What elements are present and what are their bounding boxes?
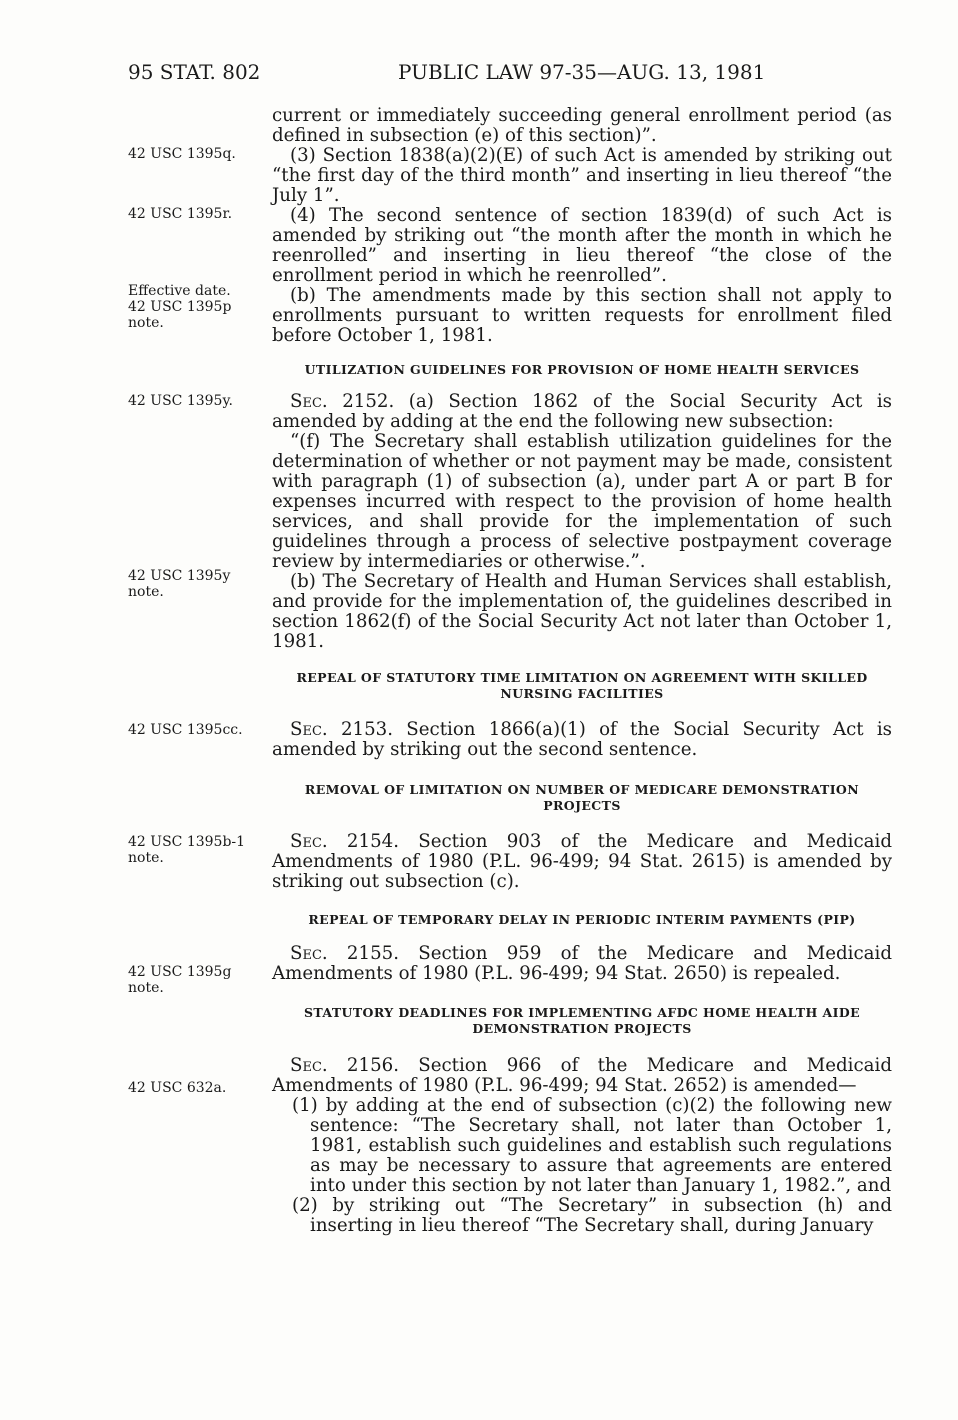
section-label: Sec. 2153. (290, 719, 394, 740)
heading-line: DEMONSTRATION PROJECTS (472, 1021, 692, 1036)
margin-note-line: note. (128, 584, 164, 600)
paragraph: (1) by adding at the end of subsection (c)(2) the following new sentence: “The Secretary shall, not later than October 1, 1981, establish such guidelines and establish such regulations as may be necessary to assure that agreements are entered into under this section by not later than January 1, 1982.”, and (292, 1095, 892, 1196)
heading-line: REMOVAL OF LIMITATION ON NUMBER OF MEDICARE DEMONSTRATION (304, 782, 860, 797)
body-block-2 (272, 392, 892, 652)
body-block-6 (272, 1056, 892, 1236)
paragraph: (b) The Secretary of Health and Human Services shall establish, and provide for the implementation of, the guidelines described in section 1862(f) of the Social Security Act not later than October 1, 1981. (272, 571, 892, 652)
margin-note-effective-date (128, 283, 258, 331)
section-heading (272, 670, 892, 702)
heading-line: REPEAL OF STATUTORY TIME LIMITATION ON AGREEMENT WITH SKILLED (296, 670, 868, 685)
margin-note-1395g (128, 964, 258, 996)
margin-note-line: note. (128, 315, 164, 331)
section-heading: UTILIZATION GUIDELINES FOR PROVISION OF HOME HEALTH SERVICES (304, 362, 860, 377)
margin-note-1395y-note (128, 568, 258, 600)
section-text: Section 903 of the Medicare and Medicaid Amendments of 1980 (P.L. 96-499; 94 Stat. 2615) is amended by striking out subsection (c). (272, 831, 892, 892)
body-block-1 (272, 106, 892, 346)
heading-line: PROJECTS (543, 798, 621, 813)
margin-note-line: 42 USC 1395b-1 (128, 834, 246, 850)
margin-note-line: note. (128, 850, 164, 866)
margin-note-1395cc: 42 USC 1395cc. (128, 722, 243, 738)
margin-note-line: 42 USC 1395g (128, 964, 232, 980)
body-block-5 (272, 944, 892, 984)
paragraph: current or immediately succeeding general enrollment period (as defined in subsection (e) of this section)”. (272, 105, 892, 146)
section-heading: REPEAL OF TEMPORARY DELAY IN PERIODIC INTERIM PAYMENTS (PIP) (308, 912, 856, 927)
paragraph (272, 392, 892, 432)
margin-note-1395y: 42 USC 1395y. (128, 393, 233, 409)
law-title: PUBLIC LAW 97-35—AUG. 13, 1981 (398, 60, 766, 84)
section-text: Section 966 of the Medicare and Medicaid Amendments of 1980 (P.L. 96-499; 94 Stat. 2652) is amended— (272, 1055, 892, 1096)
section-text: (a) Section 1862 of the Social Security Act is amended by adding at the end the following new subsection: (272, 391, 892, 432)
margin-note-line: 42 USC 1395p (128, 299, 232, 315)
margin-note-line: 42 USC 1395y (128, 568, 231, 584)
margin-note-line: Effective date. (128, 283, 231, 299)
margin-note-1395r: 42 USC 1395r. (128, 206, 233, 222)
section-text: Section 1866(a)(1) of the Social Security Act is amended by striking out the second sentence. (272, 719, 892, 760)
page-reference: 95 STAT. 802 (128, 60, 261, 84)
paragraph: (b) The amendments made by this section shall not apply to enrollments pursuant to written requests for enrollment filed before October 1, 1981. (272, 285, 892, 346)
paragraph (272, 832, 892, 892)
section-text: Section 959 of the Medicare and Medicaid Amendments of 1980 (P.L. 96-499; 94 Stat. 2650) is repealed. (272, 943, 892, 984)
body-block-3 (272, 720, 892, 760)
paragraph: (2) by striking out “The Secretary” in subsection (h) and inserting in lieu thereof “The Secretary shall, during January (292, 1195, 892, 1236)
section-label: Sec. 2156. (290, 1055, 399, 1076)
paragraph (272, 1056, 892, 1096)
section-label: Sec. 2155. (290, 943, 399, 964)
body-block-4 (272, 832, 892, 892)
section-label: Sec. 2152. (290, 391, 395, 412)
margin-note-1395b-1 (128, 834, 258, 866)
heading-line: NURSING FACILITIES (500, 686, 664, 701)
heading-line: STATUTORY DEADLINES FOR IMPLEMENTING AFDC HOME HEALTH AIDE (303, 1005, 860, 1020)
margin-note-line: note. (128, 980, 164, 996)
section-heading (272, 782, 892, 814)
paragraph (272, 720, 892, 760)
margin-note-1395q: 42 USC 1395q. (128, 146, 236, 162)
margin-note-632a: 42 USC 632a. (128, 1080, 227, 1096)
paragraph (272, 944, 892, 984)
paragraph: “(f) The Secretary shall establish utilization guidelines for the determination of whether or not payment may be made, consistent with paragraph (1) of subsection (a), under part A or part B for expenses incurred with respect to the provision of home health services, and shall provide for the implementation of such guidelines through a process of selective postpayment coverage review by intermediaries or otherwise.”. (272, 431, 892, 572)
paragraph: (3) Section 1838(a)(2)(E) of such Act is amended by striking out “the first day of the third month” and inserting in lieu thereof “the July 1”. (272, 145, 892, 206)
section-heading (272, 1005, 892, 1037)
section-label: Sec. 2154. (290, 831, 399, 852)
paragraph: (4) The second sentence of section 1839(d) of such Act is amended by striking out “the month after the month in which he reenrolled” and inserting in lieu thereof “the close of the enrollment period in which he reenrolled”. (272, 205, 892, 286)
